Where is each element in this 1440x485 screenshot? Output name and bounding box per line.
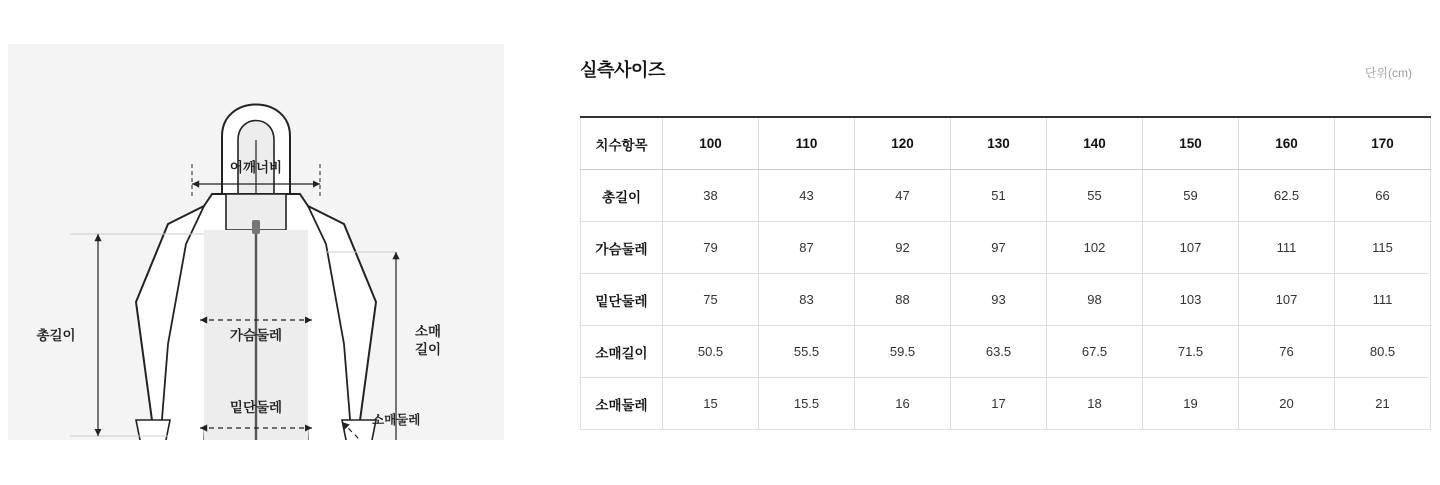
- size-table-head: [581, 117, 1431, 170]
- table-cell: 47: [855, 170, 951, 222]
- table-cell: 111: [1239, 222, 1335, 274]
- table-cell: 50.5: [663, 326, 759, 378]
- table-cell: 63.5: [951, 326, 1047, 378]
- table-cell: 92: [855, 222, 951, 274]
- table-cell: 66: [1335, 170, 1431, 222]
- garment-diagram: [8, 44, 504, 440]
- table-cell: 107: [1143, 222, 1239, 274]
- column-header-160: 160: [1239, 117, 1335, 170]
- table-cell: 67.5: [1047, 326, 1143, 378]
- table-row: [581, 170, 1431, 222]
- table-row: [581, 222, 1431, 274]
- table-cell: 102: [1047, 222, 1143, 274]
- column-header-140: 140: [1047, 117, 1143, 170]
- table-row: [581, 378, 1431, 430]
- table-cell: 71.5: [1143, 326, 1239, 378]
- table-cell: 51: [951, 170, 1047, 222]
- table-cell: 80.5: [1335, 326, 1431, 378]
- table-cell: 62.5: [1239, 170, 1335, 222]
- hem-label: 밑단둘레: [229, 400, 283, 415]
- column-header-100: 100: [663, 117, 759, 170]
- table-row: [581, 326, 1431, 378]
- table-cell: 75: [663, 274, 759, 326]
- table-header-row: [581, 117, 1431, 170]
- table-cell: 15: [663, 378, 759, 430]
- table-cell: 103: [1143, 274, 1239, 326]
- unit-note: 단위(cm): [1364, 66, 1412, 80]
- table-cell: 15.5: [759, 378, 855, 430]
- table-cell: 79: [663, 222, 759, 274]
- table-cell: 19: [1143, 378, 1239, 430]
- shoulder-label: 어깨너비: [229, 160, 283, 175]
- table-cell: 111: [1335, 274, 1431, 326]
- table-cell: 98: [1047, 274, 1143, 326]
- row-label: 소매둘레: [581, 378, 663, 430]
- row-label: 가슴둘레: [581, 222, 663, 274]
- chest-label: 가슴둘레: [229, 328, 283, 343]
- table-cell: 55.5: [759, 326, 855, 378]
- total-length-label: 총길이: [36, 328, 76, 343]
- column-header-170: 170: [1335, 117, 1431, 170]
- row-label: 소매길이: [581, 326, 663, 378]
- table-cell: 76: [1239, 326, 1335, 378]
- table-cell: 59.5: [855, 326, 951, 378]
- right-cuff: [342, 420, 376, 440]
- table-cell: 97: [951, 222, 1047, 274]
- sleeve-length-label-line1: 소매: [414, 324, 442, 339]
- column-header-110: 110: [759, 117, 855, 170]
- table-cell: 83: [759, 274, 855, 326]
- page-title: 실측사이즈: [580, 60, 665, 80]
- table-cell: 16: [855, 378, 951, 430]
- garment-diagram-panel: [8, 44, 504, 440]
- sleeve-opening-label: 소매둘레: [372, 413, 421, 427]
- size-table-body: [581, 170, 1431, 430]
- table-cell: 38: [663, 170, 759, 222]
- table-cell: 17: [951, 378, 1047, 430]
- table-cell: 87: [759, 222, 855, 274]
- size-table-section: [580, 56, 1412, 430]
- table-cell: 20: [1239, 378, 1335, 430]
- table-cell: 43: [759, 170, 855, 222]
- table-header-bar: [580, 56, 1412, 100]
- column-header-120: 120: [855, 117, 951, 170]
- table-cell: 88: [855, 274, 951, 326]
- table-cell: 18: [1047, 378, 1143, 430]
- zipper-pull: [252, 220, 260, 234]
- table-cell: 55: [1047, 170, 1143, 222]
- sleeve-length-label-line2: 길이: [414, 342, 442, 357]
- table-cell: 21: [1335, 378, 1431, 430]
- size-table: [580, 116, 1431, 430]
- column-header-item: 치수항목: [581, 117, 663, 170]
- table-cell: 107: [1239, 274, 1335, 326]
- column-header-150: 150: [1143, 117, 1239, 170]
- table-cell: 93: [951, 274, 1047, 326]
- table-cell: 115: [1335, 222, 1431, 274]
- column-header-130: 130: [951, 117, 1047, 170]
- left-cuff: [136, 420, 170, 440]
- row-label: 밑단둘레: [581, 274, 663, 326]
- row-label: 총길이: [581, 170, 663, 222]
- table-cell: 59: [1143, 170, 1239, 222]
- table-row: [581, 274, 1431, 326]
